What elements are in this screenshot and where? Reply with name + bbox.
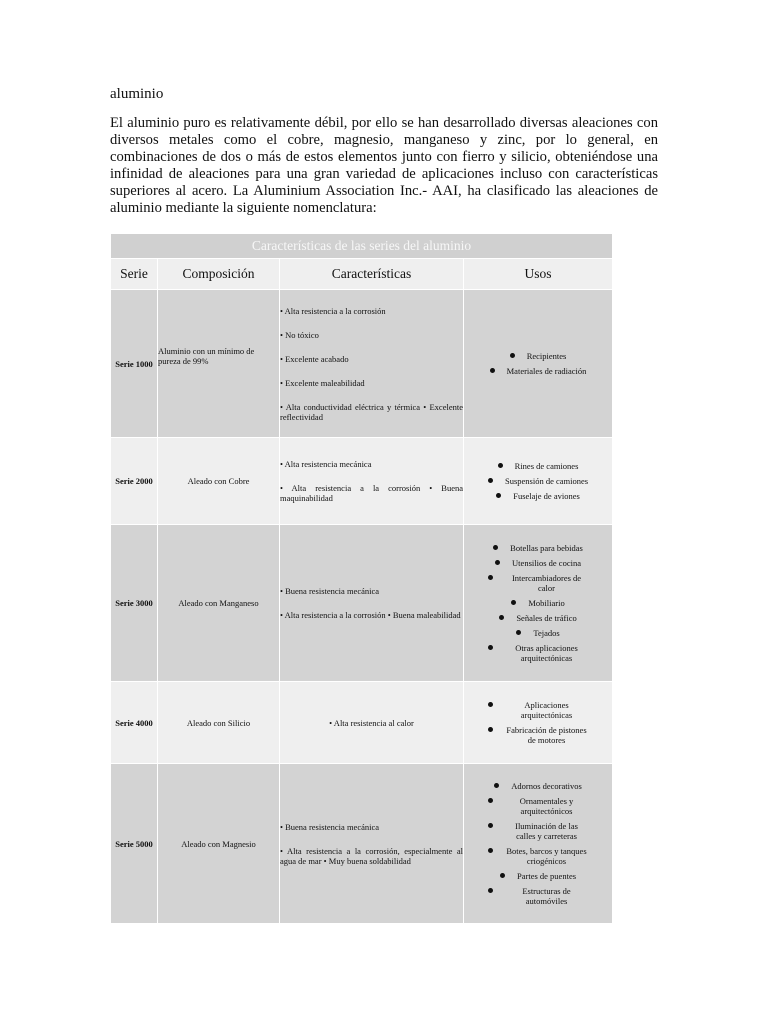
composicion-cell: Aleado con Silicio bbox=[158, 682, 280, 764]
caracteristica-item: • Excelente acabado bbox=[280, 353, 349, 364]
bullet-icon bbox=[510, 353, 515, 358]
column-header-composicion: Composición bbox=[158, 259, 280, 290]
caracteristica-item: • Buena resistencia mecánica bbox=[280, 821, 380, 832]
table-row bbox=[111, 438, 613, 525]
column-header-usos: Usos bbox=[464, 259, 613, 290]
bullet-icon bbox=[493, 545, 498, 550]
uso-item: Ornamentales y arquitectónicos bbox=[464, 796, 612, 816]
caracteristicas-cell bbox=[280, 290, 464, 438]
uso-item: Tejados bbox=[464, 628, 612, 638]
table-title: Características de las series del aluminio bbox=[111, 234, 613, 259]
caracteristica-item: • Excelente maleabilidad bbox=[280, 377, 365, 388]
serie-cell: Serie 3000 bbox=[111, 525, 158, 682]
uso-item: Fuselaje de aviones bbox=[464, 491, 612, 501]
bullet-icon bbox=[488, 575, 493, 580]
uso-item: Otras aplicaciones arquitectónicas bbox=[464, 643, 612, 663]
table-row bbox=[111, 290, 613, 438]
uso-item: Rines de camiones bbox=[464, 461, 612, 471]
caracteristica-item: • Buena resistencia mecánica bbox=[280, 586, 380, 596]
bullet-icon bbox=[488, 645, 493, 650]
usos-cell bbox=[464, 682, 613, 764]
uso-item: Mobiliario bbox=[464, 598, 612, 608]
serie-cell: Serie 4000 bbox=[111, 682, 158, 764]
uso-item: Señales de tráfico bbox=[464, 613, 612, 623]
uso-item: Suspensión de camiones bbox=[464, 476, 612, 486]
intro-paragraph: El aluminio puro es relativamente débil, por ello se han desarrollado diversas aleaciones con diversos metales como el cobre, magnesio, manganeso y zinc, por lo general, en combinaciones de dos o más de estos elementos junto con fierro y silicio, obteniéndose una infinidad de aleaciones para una gran variedad de aplicaciones incluso con características superiores al acero. La Aluminium Association Inc.- AAI, ha clasificado las aleaciones de aluminio mediante la siguiente nomenclatura: bbox=[110, 115, 658, 216]
bullet-icon bbox=[500, 873, 505, 878]
column-header-caracteristicas: Características bbox=[280, 259, 464, 290]
bullet-icon bbox=[488, 478, 493, 483]
caracteristica-item: • Alta resistencia mecánica bbox=[280, 459, 372, 469]
caracteristica-item: • Alta resistencia a la corrosión, especialmente al agua de mar • Muy buena soldabilidad bbox=[280, 845, 463, 866]
bullet-icon bbox=[516, 630, 521, 635]
usos-cell bbox=[464, 525, 613, 682]
bullet-icon bbox=[488, 702, 493, 707]
document-heading: aluminio bbox=[110, 86, 164, 102]
bullet-icon bbox=[488, 888, 493, 893]
usos-cell bbox=[464, 764, 613, 924]
bullet-icon bbox=[494, 783, 499, 788]
table-row bbox=[111, 682, 613, 764]
caracteristica-item: • Alta resistencia al calor bbox=[329, 717, 414, 728]
composicion-cell: Aleado con Cobre bbox=[158, 438, 280, 525]
bullet-icon bbox=[488, 848, 493, 853]
bullet-icon bbox=[499, 615, 504, 620]
bullet-icon bbox=[495, 560, 500, 565]
serie-cell: Serie 2000 bbox=[111, 438, 158, 525]
uso-item: Estructuras de automóviles bbox=[464, 886, 612, 906]
composicion-cell: Aleado con Manganeso bbox=[158, 525, 280, 682]
caracteristicas-cell bbox=[280, 682, 464, 764]
uso-item: Botes, barcos y tanques criogénicos bbox=[464, 846, 612, 866]
uso-item: Partes de puentes bbox=[464, 871, 612, 881]
composicion-cell: Aleado con Magnesio bbox=[158, 764, 280, 924]
uso-item: Adornos decorativos bbox=[464, 781, 612, 791]
bullet-icon bbox=[498, 463, 503, 468]
bullet-icon bbox=[511, 600, 516, 605]
uso-item: Botellas para bebidas bbox=[464, 543, 612, 553]
caracteristicas-cell bbox=[280, 764, 464, 924]
caracteristica-item: • Alta resistencia a la corrosión bbox=[280, 305, 386, 316]
uso-item: Intercambiadores de calor bbox=[464, 573, 612, 593]
table-row bbox=[111, 764, 613, 924]
caracteristica-item: • No tóxico bbox=[280, 329, 319, 340]
uso-item: Fabricación de pistones de motores bbox=[464, 725, 612, 745]
caracteristicas-cell bbox=[280, 525, 464, 682]
column-header-serie: Serie bbox=[111, 259, 158, 290]
caracteristica-item: • Alta conductividad eléctrica y térmica • Excelente reflectividad bbox=[280, 401, 463, 422]
caracteristica-item: • Alta resistencia a la corrosión • Buena maleabilidad bbox=[280, 610, 461, 620]
uso-item: Iluminación de las calles y carreteras bbox=[464, 821, 612, 841]
caracteristicas-cell bbox=[280, 438, 464, 525]
serie-cell: Serie 1000 bbox=[111, 290, 158, 438]
bullet-icon bbox=[488, 823, 493, 828]
series-table bbox=[110, 233, 613, 924]
uso-item: Materiales de radiación bbox=[464, 366, 612, 376]
uso-item: Recipientes bbox=[464, 351, 612, 361]
composicion-cell: Aluminio con un mínimo de pureza de 99% bbox=[158, 290, 280, 438]
bullet-icon bbox=[490, 368, 495, 373]
serie-cell: Serie 5000 bbox=[111, 764, 158, 924]
bullet-icon bbox=[488, 798, 493, 803]
bullet-icon bbox=[496, 493, 501, 498]
usos-cell bbox=[464, 290, 613, 438]
uso-item: Aplicaciones arquitectónicas bbox=[464, 700, 612, 720]
table-row bbox=[111, 525, 613, 682]
uso-item: Utensilios de cocina bbox=[464, 558, 612, 568]
usos-cell bbox=[464, 438, 613, 525]
bullet-icon bbox=[488, 727, 493, 732]
caracteristica-item: • Alta resistencia a la corrosión • Buena maquinabilidad bbox=[280, 483, 463, 503]
